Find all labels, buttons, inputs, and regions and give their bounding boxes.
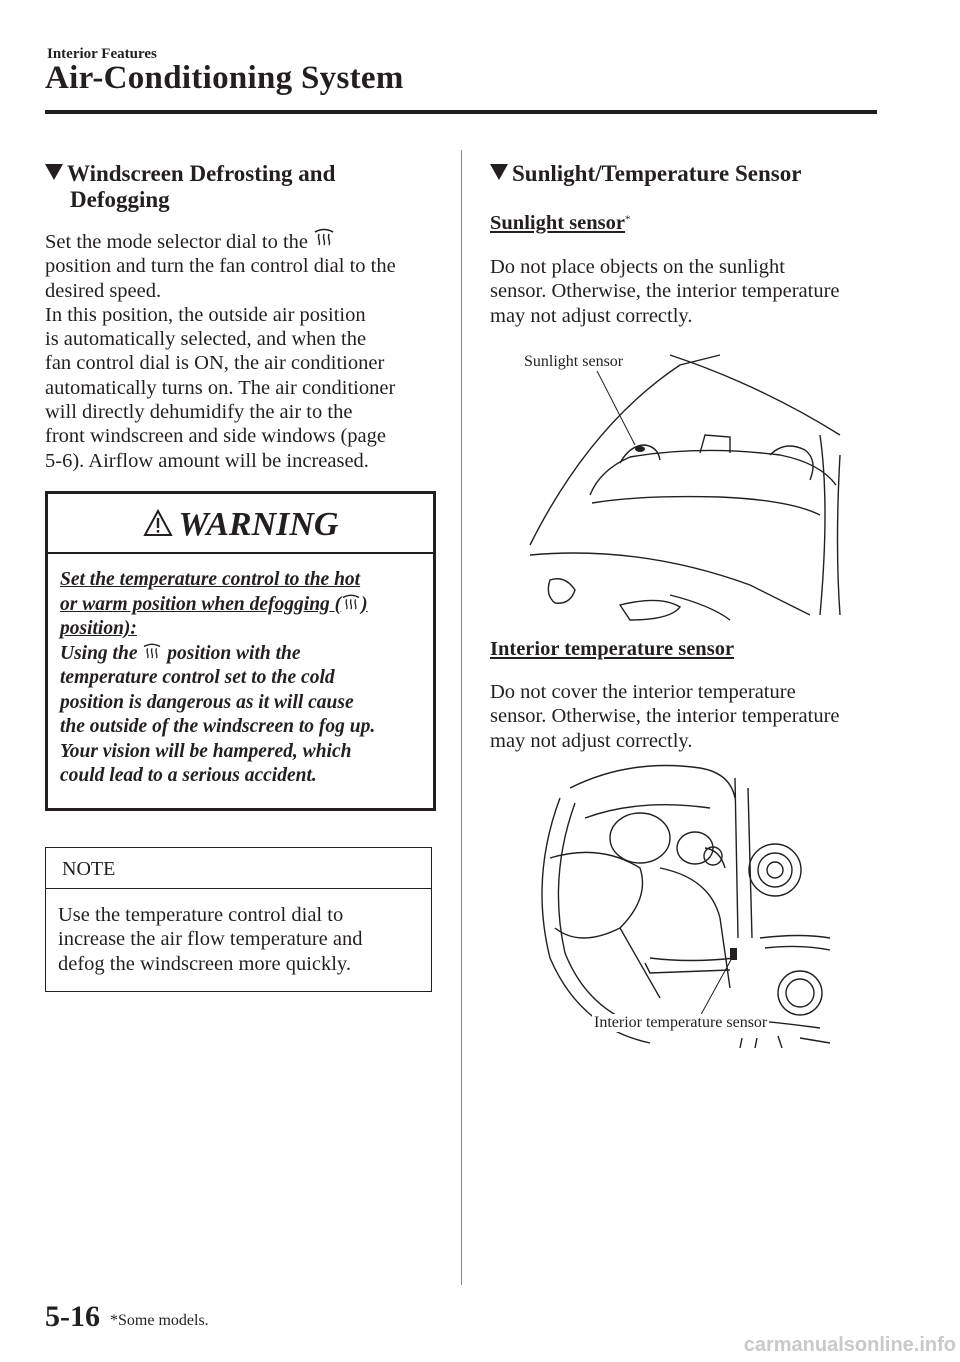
defrost-heading-line2: Defogging — [70, 187, 170, 212]
dashboard-drawing — [520, 758, 840, 1048]
interior-subheading-text: Interior temperature sensor — [490, 638, 735, 660]
column-divider — [461, 150, 462, 1285]
warning-line: position is dangerous as it will cause — [60, 691, 354, 713]
warning-line: position): — [60, 618, 137, 639]
para-line: may not adjust correctly. — [490, 304, 693, 327]
sunlight-paragraph — [490, 255, 890, 328]
sunlight-sensor-illustration — [520, 345, 850, 625]
windscreen-drawing — [520, 345, 850, 625]
para-line: position and turn the fan control dial to the — [45, 255, 396, 278]
warning-line: could lead to a serious accident. — [60, 765, 317, 786]
triangle-bullet-icon — [490, 164, 508, 180]
defrost-icon — [313, 228, 335, 246]
defrost-heading — [45, 161, 445, 213]
note-line: defog the windscreen more quickly. — [58, 952, 351, 975]
defrost-icon — [341, 594, 361, 610]
warning-body — [48, 554, 433, 789]
sunlight-subheading-text: Sunlight sensor — [490, 212, 626, 234]
warning-text: ) — [361, 593, 368, 615]
para-line: Do not place objects on the sunlight — [490, 256, 785, 278]
sensor-heading — [490, 161, 801, 187]
para-line: sensor. Otherwise, the interior temperature — [490, 705, 840, 728]
page-title: Air-Conditioning System — [45, 60, 404, 96]
para-line: may not adjust correctly. — [490, 729, 693, 752]
watermark: carmanualsonline.info — [743, 1334, 956, 1356]
interior-sensor-caption: Interior temperature sensor — [594, 1014, 768, 1031]
interior-sensor-illustration — [520, 758, 840, 1048]
para-line: automatically turns on. The air conditioner — [45, 376, 396, 399]
warning-line — [60, 593, 423, 618]
sensor-heading-text: Sunlight/Temperature Sensor — [512, 161, 802, 186]
sunlight-subheading — [490, 212, 631, 235]
warning-line: Your vision will be hampered, which — [60, 740, 352, 762]
para-line: will directly dehumidify the air to the — [45, 401, 353, 424]
note-box — [45, 847, 432, 992]
warning-line: the outside of the windscreen to fog up. — [60, 716, 376, 737]
warning-box — [45, 491, 436, 811]
note-title: NOTE — [46, 848, 431, 889]
warning-triangle-icon — [143, 509, 173, 537]
note-line: increase the air flow temperature and — [58, 928, 363, 951]
para-line: 5-6). Airflow amount will be increased. — [45, 449, 369, 472]
para-start: Set the mode selector dial to the — [45, 231, 309, 253]
warning-line: temperature control set to the cold — [60, 667, 335, 688]
warning-header — [48, 494, 433, 554]
para-line: front windscreen and side windows (page — [45, 425, 387, 448]
para-line: desired speed. — [45, 279, 162, 302]
note-body — [46, 889, 431, 976]
para-line: sensor. Otherwise, the interior temperature — [490, 280, 840, 303]
para-line: Do not cover the interior temperature — [490, 681, 796, 703]
warning-text: or warm position when defogging ( — [60, 593, 342, 615]
warning-title: WARNING — [178, 506, 339, 543]
interior-paragraph — [490, 680, 890, 753]
header-rule — [45, 110, 877, 114]
para-line: fan control dial is ON, the air conditioner — [45, 352, 385, 375]
warning-text: Using the — [60, 642, 138, 664]
section-label: Interior Features — [47, 46, 157, 62]
page-number: 5-16 — [45, 1300, 100, 1333]
triangle-bullet-icon — [45, 164, 63, 180]
warning-line: Set the temperature control to the hot — [60, 569, 361, 590]
para-line: is automatically selected, and when the — [45, 328, 367, 351]
footnote: *Some models. — [110, 1312, 209, 1329]
interior-subheading — [490, 638, 734, 661]
sunlight-sensor-caption: Sunlight sensor — [524, 353, 624, 370]
defrost-heading-line1: Windscreen Defrosting and — [67, 161, 336, 186]
asterisk: * — [625, 213, 631, 226]
warning-line — [60, 642, 423, 667]
para-line: In this position, the outside air position — [45, 303, 366, 326]
defrost-paragraph — [45, 228, 445, 473]
defrost-icon — [142, 643, 162, 659]
note-line: Use the temperature control dial to — [58, 904, 344, 926]
warning-text: position with the — [167, 642, 301, 664]
